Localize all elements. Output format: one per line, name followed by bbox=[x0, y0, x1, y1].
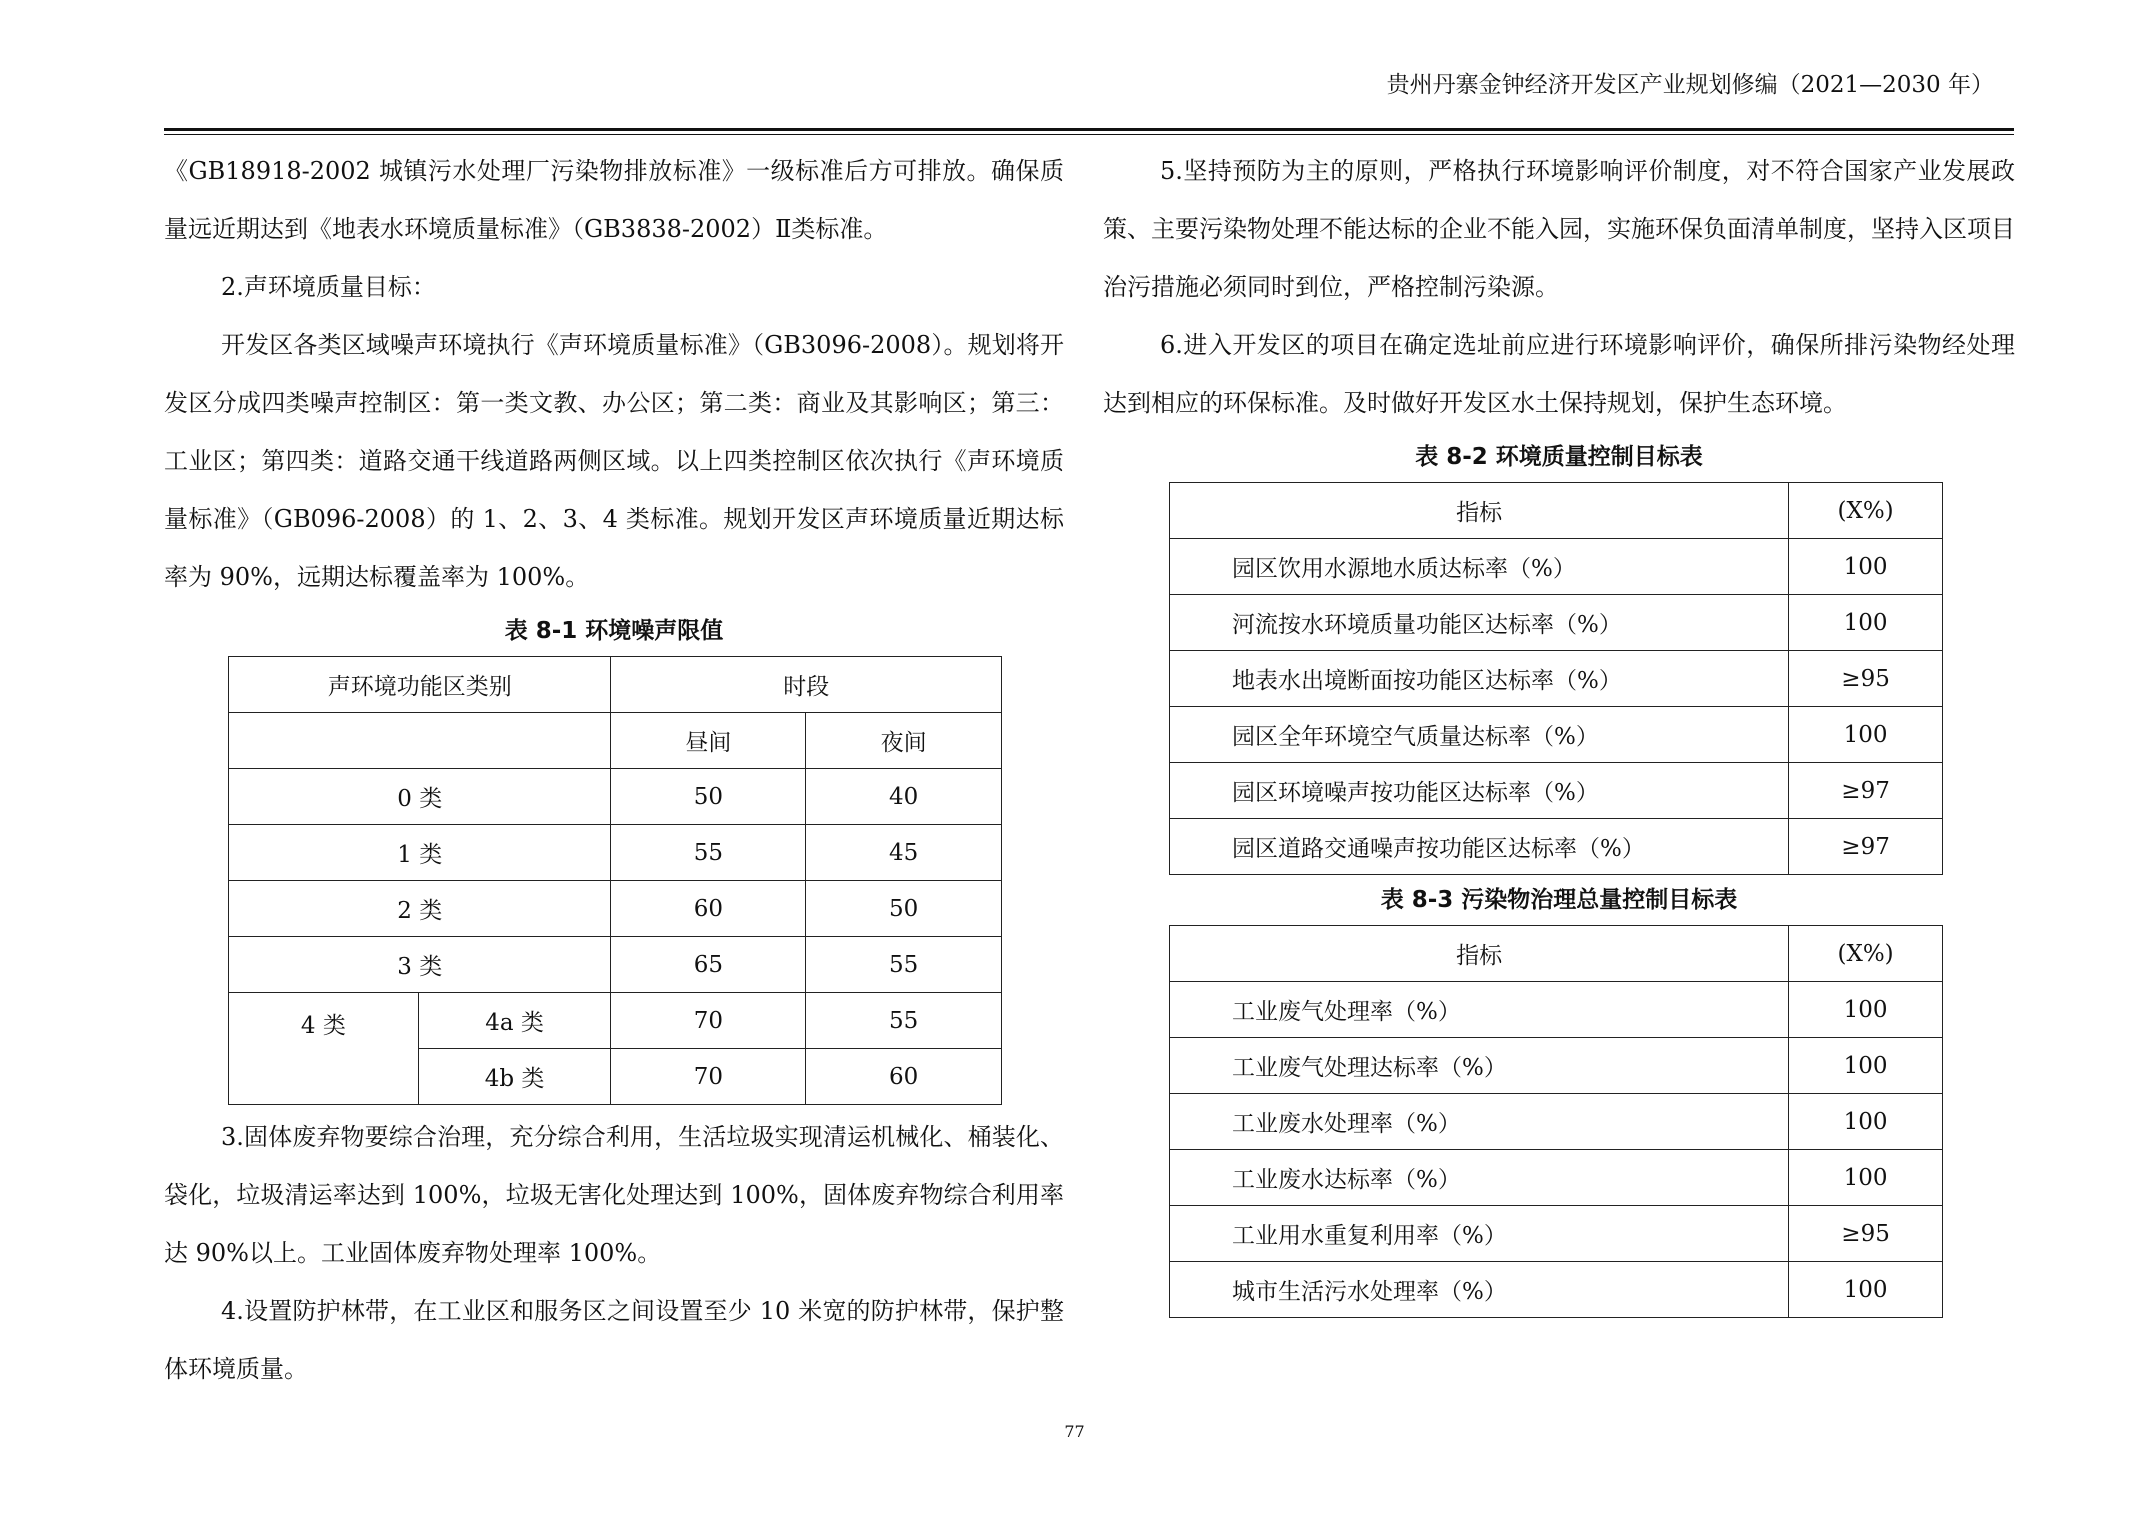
cell-day: 65 bbox=[611, 937, 806, 993]
header-cell-indicator: 指标 bbox=[1170, 483, 1789, 539]
header-cell-day: 昼间 bbox=[611, 713, 806, 769]
paragraph-water-standard: 《GB18918-2002 城镇污水处理厂污染物排放标准》一级标准后方可排放。确保质量远近期达到《地表水环境质量标准》（GB3838-2002）Ⅱ类标准。 bbox=[164, 157, 1064, 243]
cell-night: 55 bbox=[806, 937, 1002, 993]
cell-indicator: 工业废气处理达标率（%） bbox=[1170, 1038, 1789, 1094]
header-cell-period: 时段 bbox=[611, 657, 1002, 713]
empty-cell bbox=[229, 713, 611, 769]
cell-day: 60 bbox=[611, 881, 806, 937]
table-8-3-caption: 表 8-3 污染物治理总量控制目标表 bbox=[1380, 887, 1738, 913]
cell-category: 2 类 bbox=[229, 881, 611, 937]
pollution-control-table bbox=[1169, 925, 1943, 1318]
table-row bbox=[1170, 1038, 1943, 1094]
cell-night: 55 bbox=[806, 993, 1002, 1049]
table-header-row bbox=[1170, 483, 1943, 539]
cell-category: 1 类 bbox=[229, 825, 611, 881]
table-row bbox=[1170, 819, 1943, 875]
cell-day: 70 bbox=[611, 993, 806, 1049]
cell-day: 55 bbox=[611, 825, 806, 881]
header-cell-value: (X%) bbox=[1789, 926, 1943, 982]
paragraph-noise-zones: 开发区各类区域噪声环境执行《声环境质量标准》（GB3096-2008）。规划将开发区分成四类噪声控制区：第一类文教、办公区；第二类：商业及其影响区；第三：工业区；第四类：道路交通干线道路两侧区域。以上四类控制区依次执行《声环境质量标准》（GB096-2008）的 1、2、3、4 类标准。规划开发区声环境质量近期达标率为 90%，远期达标覆盖率为 100%。 bbox=[164, 331, 1064, 591]
table-row bbox=[1170, 539, 1943, 595]
cell-night: 50 bbox=[806, 881, 1002, 937]
cell-subcategory: 4a 类 bbox=[418, 993, 611, 1049]
cell-value: ≥97 bbox=[1789, 819, 1943, 875]
cell-category: 0 类 bbox=[229, 769, 611, 825]
table-row bbox=[1170, 1150, 1943, 1206]
cell-indicator: 工业用水重复利用率（%） bbox=[1170, 1206, 1789, 1262]
cell-indicator: 园区饮用水源地水质达标率（%） bbox=[1170, 539, 1789, 595]
cell-value: ≥95 bbox=[1789, 651, 1943, 707]
table-row bbox=[1170, 763, 1943, 819]
paragraph-prevention: 5.坚持预防为主的原则，严格执行环境影响评价制度，对不符合国家产业发展政策、主要污染物处理不能达标的企业不能入园，实施环保负面清单制度，坚持入区项目治污措施必须同时到位，严格控制污染源。 bbox=[1103, 157, 2015, 301]
running-header: 贵州丹寨金钟经济开发区产业规划修编（2021—2030 年） bbox=[1386, 72, 1994, 98]
right-column bbox=[1103, 142, 2015, 1318]
header-rule-thick bbox=[164, 128, 2014, 131]
cell-indicator: 园区道路交通噪声按功能区达标率（%） bbox=[1170, 819, 1789, 875]
cell-indicator: 工业废水达标率（%） bbox=[1170, 1150, 1789, 1206]
cell-night: 60 bbox=[806, 1049, 1002, 1105]
cell-subcategory: 4b 类 bbox=[418, 1049, 611, 1105]
cell-value: 100 bbox=[1789, 707, 1943, 763]
cell-indicator: 地表水出境断面按功能区达标率（%） bbox=[1170, 651, 1789, 707]
table-row bbox=[229, 881, 1002, 937]
paragraph-shelterbelt: 4.设置防护林带，在工业区和服务区之间设置至少 10 米宽的防护林带，保护整体环境质量。 bbox=[164, 1297, 1064, 1383]
table-8-1-caption: 表 8-1 环境噪声限值 bbox=[504, 618, 724, 644]
cell-day: 70 bbox=[611, 1049, 806, 1105]
table-row bbox=[229, 769, 1002, 825]
page-number: 77 bbox=[1064, 1422, 1085, 1441]
cell-indicator: 工业废气处理率（%） bbox=[1170, 982, 1789, 1038]
left-column bbox=[164, 142, 1064, 1398]
table-row bbox=[229, 825, 1002, 881]
paragraph-eia: 6.进入开发区的项目在确定选址前应进行环境影响评价，确保所排污染物经处理达到相应的环保标准。及时做好开发区水土保持规划，保护生态环境。 bbox=[1103, 331, 2015, 417]
cell-day: 50 bbox=[611, 769, 806, 825]
table-row bbox=[1170, 1262, 1943, 1318]
paragraph-solid-waste: 3.固体废弃物要综合治理，充分综合利用，生活垃圾实现清运机械化、桶装化、袋化，垃圾清运率达到 100%，垃圾无害化处理达到 100%，固体废弃物综合利用率达 90%以上。工业固体废弃物处理率 100%。 bbox=[164, 1123, 1064, 1267]
table-row bbox=[1170, 982, 1943, 1038]
cell-value: 100 bbox=[1789, 1150, 1943, 1206]
cell-night: 40 bbox=[806, 769, 1002, 825]
cell-value: 100 bbox=[1789, 595, 1943, 651]
table-row bbox=[1170, 1206, 1943, 1262]
table-header-row bbox=[1170, 926, 1943, 982]
table-row bbox=[229, 937, 1002, 993]
cell-night: 45 bbox=[806, 825, 1002, 881]
cell-class-4: 4 类 bbox=[229, 993, 419, 1105]
cell-indicator: 园区环境噪声按功能区达标率（%） bbox=[1170, 763, 1789, 819]
table-row bbox=[1170, 1094, 1943, 1150]
table-8-2-caption: 表 8-2 环境质量控制目标表 bbox=[1415, 444, 1703, 470]
cell-value: 100 bbox=[1789, 539, 1943, 595]
cell-indicator: 河流按水环境质量功能区达标率（%） bbox=[1170, 595, 1789, 651]
cell-value: 100 bbox=[1789, 1038, 1943, 1094]
header-rule-thin bbox=[164, 134, 2014, 135]
header-cell-value: (X%) bbox=[1789, 483, 1943, 539]
cell-indicator: 城市生活污水处理率（%） bbox=[1170, 1262, 1789, 1318]
cell-value: ≥95 bbox=[1789, 1206, 1943, 1262]
environment-quality-table bbox=[1169, 482, 1943, 875]
header-cell-night: 夜间 bbox=[806, 713, 1002, 769]
cell-category: 3 类 bbox=[229, 937, 611, 993]
header-cell-category: 声环境功能区类别 bbox=[229, 657, 611, 713]
table-header-row bbox=[229, 657, 1002, 713]
table-row bbox=[1170, 707, 1943, 763]
header-cell-indicator: 指标 bbox=[1170, 926, 1789, 982]
cell-value: 100 bbox=[1789, 1094, 1943, 1150]
table-row bbox=[1170, 651, 1943, 707]
paragraph-noise-goal-heading: 2.声环境质量目标： bbox=[221, 273, 436, 301]
table-row bbox=[1170, 595, 1943, 651]
cell-indicator: 工业废水处理率（%） bbox=[1170, 1094, 1789, 1150]
cell-value: 100 bbox=[1789, 1262, 1943, 1318]
cell-indicator: 园区全年环境空气质量达标率（%） bbox=[1170, 707, 1789, 763]
table-subheader-row bbox=[229, 713, 1002, 769]
table-row bbox=[229, 993, 1002, 1049]
cell-value: 100 bbox=[1789, 982, 1943, 1038]
cell-value: ≥97 bbox=[1789, 763, 1943, 819]
noise-limit-table bbox=[228, 656, 1002, 1105]
